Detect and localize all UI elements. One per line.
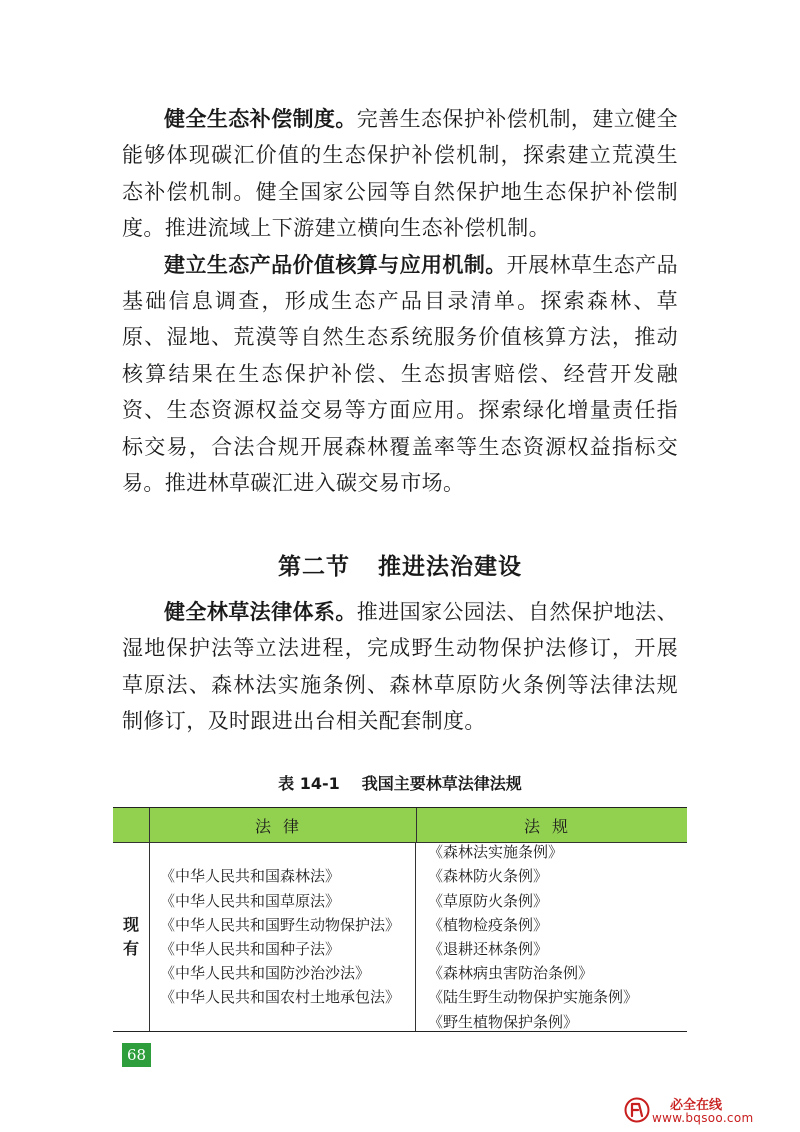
- paragraph-body: 完善生态保护补偿机制，建立健全能够体现碳汇价值的生态保护补偿机制，探索建立荒漠生态补偿机制。健全国家公园等自然保护地生态保护补偿制度。推进流域上下游建立横向生态补偿机制。: [122, 107, 679, 241]
- section-name: 推进法治建设: [378, 554, 522, 580]
- watermark-url[interactable]: www.bqsoo.com: [652, 1111, 754, 1125]
- row-label-char: 有: [122, 939, 139, 958]
- regulations-cell: [416, 843, 687, 1031]
- law-item: 《中华人民共和国农村土地承包法》: [160, 988, 401, 1007]
- law-item: 《中华人民共和国草原法》: [160, 891, 341, 910]
- regulation-item: 《陆生野生动物保护实施条例》: [428, 988, 639, 1007]
- regulation-item: 《森林病虫害防治条例》: [428, 964, 594, 983]
- paragraph-heading: 健全生态补偿制度。: [164, 107, 357, 131]
- table-header-regulations: 法规: [523, 816, 580, 836]
- watermark-logo-icon: [624, 1097, 650, 1123]
- body-text-top: [122, 101, 678, 501]
- section-number: 第二节: [278, 554, 350, 580]
- site-watermark: [612, 1094, 772, 1128]
- section-title: [0, 548, 800, 581]
- laws-cell: [150, 843, 416, 1031]
- paragraph-legal-system: [122, 594, 678, 740]
- page-number: 68: [122, 1043, 151, 1067]
- laws-table: [113, 807, 687, 1032]
- paragraph-eco-compensation: [122, 101, 678, 247]
- regulation-item: 《森林法实施条例》: [428, 843, 564, 862]
- table-number: 表 14-1: [278, 774, 340, 793]
- row-label: [113, 843, 150, 1031]
- regulation-item: 《野生植物保护条例》: [428, 1012, 579, 1031]
- table-header-blank: [113, 808, 150, 842]
- regulation-item: 《森林防火条例》: [428, 867, 549, 886]
- law-item: 《中华人民共和国防沙治沙法》: [160, 964, 371, 983]
- table-header-row: [113, 808, 687, 843]
- row-label-char: 现: [122, 915, 139, 934]
- paragraph-heading: 建立生态产品价值核算与应用机制。: [164, 252, 507, 277]
- table-row-existing: [113, 843, 687, 1031]
- regulation-item: 《草原防火条例》: [428, 891, 549, 910]
- paragraph-eco-product-value: [122, 247, 678, 502]
- law-item: 《中华人民共和国野生动物保护法》: [160, 915, 401, 934]
- paragraph-body: 开展林草生态产品基础信息调查，形成生态产品目录清单。探索森林、草原、湿地、荒漠等自然生态系统服务价值核算方法，推动核算结果在生态保护补偿、生态损害赔偿、经营开发融资、生态资源权益交易等方面应用。探索绿化增量责任指标交易，合法合规开展森林覆盖率等生态资源权益指标交易。推进林草碳汇进入碳交易市场。: [122, 252, 678, 496]
- paragraph-heading: 健全林草法律体系。: [164, 600, 357, 624]
- regulation-item: 《植物检疫条例》: [428, 915, 549, 934]
- table-header-laws: 法律: [150, 808, 417, 842]
- paragraph-body: 推进国家公园法、自然保护地法、湿地保护法等立法进程，完成野生动物保护法修订，开展草原法、森林法实施条例、森林草原防火条例等法律法规制修订，及时跟进出台相关配套制度。: [122, 600, 679, 734]
- watermark-name: 必全在线: [670, 1098, 723, 1113]
- table-title: 我国主要林草法律法规: [361, 774, 522, 793]
- body-text-bottom: [122, 594, 678, 740]
- law-item: 《中华人民共和国森林法》: [160, 867, 341, 886]
- regulation-item: 《退耕还林条例》: [428, 940, 549, 958]
- table-caption: [0, 771, 800, 794]
- law-item: 《中华人民共和国种子法》: [160, 940, 341, 958]
